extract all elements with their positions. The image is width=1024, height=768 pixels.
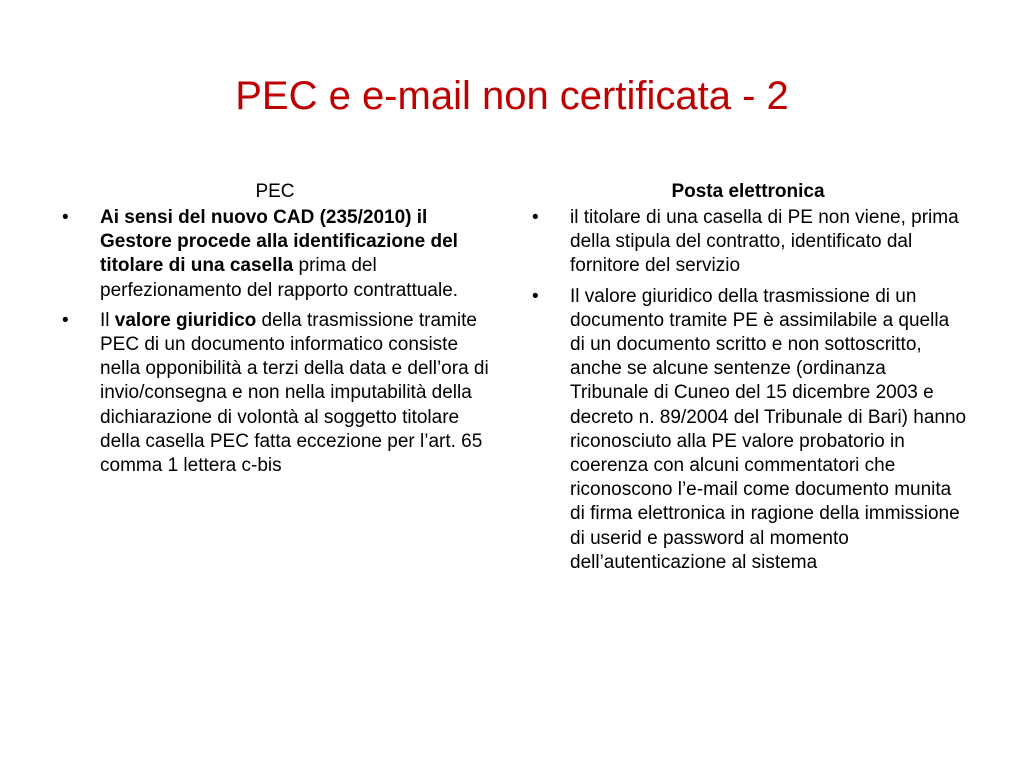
bold-text: valore giuridico [114,309,257,331]
pec-column-heading: PEC [255,181,295,202]
list-item [58,206,492,303]
body-text: Il [100,309,115,331]
posta-elettronica-column [528,180,968,581]
pec-column [58,180,492,484]
slide-title: PEC e e-mail non certificata - 2 [235,74,789,118]
bullet-icon: • [62,207,69,228]
bullet-icon: • [532,207,539,228]
bold-text: Ai sensi del nuovo CAD (235/2010) il Gestore procede alla identificazione del titolare di una casella [100,207,458,277]
body-text: della trasmissione tramite PEC di un documento informatico consiste nella opponibilità a terzi della data e dell’ora di invio/consegna e non nella imputabilità della dichiarazione di volontà al soggetto titolare della casella PEC fatta eccezione per l’art. 65 comma 1 lettera c-bis [100,309,489,477]
pec-bullet-list [58,206,492,478]
body-text: il titolare di una casella di PE non viene, prima della stipula del contratto, identificato dal fornitore del servizio [570,207,959,277]
posta-elettronica-bullet-list [528,206,968,575]
list-item [528,285,968,575]
bullet-icon: • [532,285,539,307]
body-text: prima del perfezionamento del rapporto contrattuale. [100,255,459,301]
bullet-icon: • [62,309,69,331]
posta-elettronica-column-heading: Posta elettronica [671,181,825,202]
list-item [528,206,968,279]
list-item [58,309,492,478]
body-text: Il valore giuridico della trasmissione di un documento tramite PE è assimilabile a quella di un documento scritto e non sottoscritto, anche se alcune sentenze (ordinanza Tribunale di Cuneo del 15 dicembre 2003 e decreto n. 89/2004 del Tribunale di Bari) hanno riconosciuto alla PE valore probatorio in coerenza con alcuni commentatori che riconoscono l’e-mail come documento munita di firma elettronica in ragione della immissione di userid e password al momento dell’autenticazione al sistema [570,285,967,573]
